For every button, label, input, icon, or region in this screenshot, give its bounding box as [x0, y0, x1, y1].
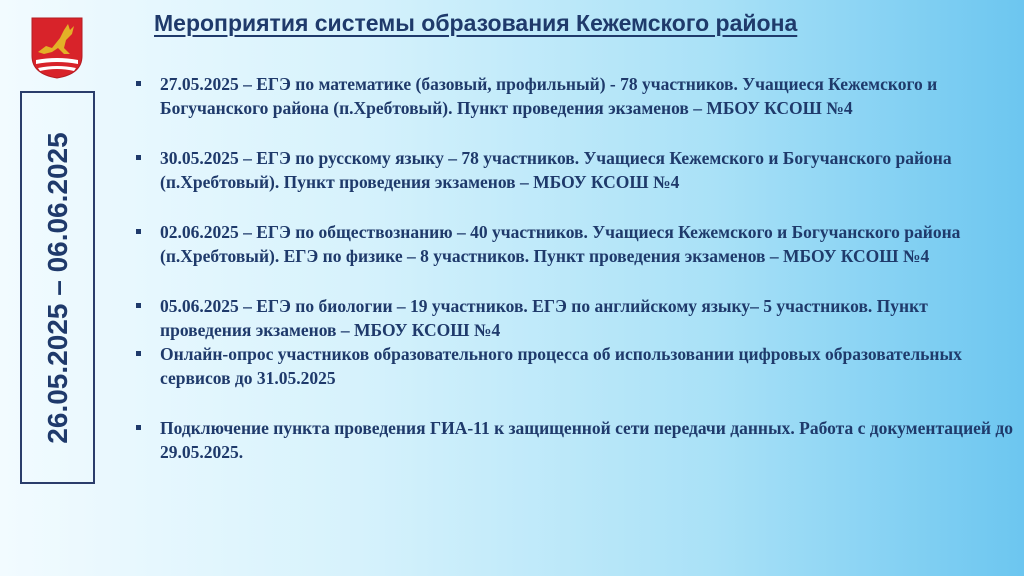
list-item: [136, 146, 1016, 194]
bullet-icon: [136, 155, 141, 160]
date-range-box: [20, 91, 95, 484]
list-item: [136, 294, 1016, 342]
bullet-icon: [136, 303, 141, 308]
bullet-icon: [136, 425, 141, 430]
bullet-icon: [136, 81, 141, 86]
list-item-text: Онлайн-опрос участников образовательного процесса об использовании цифровых образовательных сервисов до 31.05.2025: [160, 344, 962, 388]
list-item-text: 27.05.2025 – ЕГЭ по математике (базовый, профильный) - 78 участников. Учащиеся Кежемского и Богучанского района (п.Хребтовый). Пункт проведения экзаменов – МБОУ КСОШ №4: [160, 74, 938, 118]
events-list: [136, 72, 1016, 464]
list-item-text: Подключение пункта проведения ГИА-11 к защищенной сети передачи данных. Работа с документацией до 29.05.2025.: [160, 418, 1013, 462]
list-item: [136, 220, 1016, 268]
list-item: [136, 416, 1016, 464]
list-item: [136, 342, 1016, 390]
date-range-label: 26.05.2025 – 06.06.2025: [41, 131, 73, 444]
list-item-text: 05.06.2025 – ЕГЭ по биологии – 19 участников. ЕГЭ по английскому языку– 5 участников. Пункт проведения экзаменов – МБОУ КСОШ №4: [160, 296, 928, 340]
list-item: [136, 72, 1016, 120]
list-item-text: 02.06.2025 – ЕГЭ по обществознанию – 40 участников. Учащиеся Кежемского и Богучанского района (п.Хребтовый). ЕГЭ по физике – 8 участников. Пункт проведения экзаменов – МБОУ КСОШ №4: [160, 222, 961, 266]
coat-of-arms-icon: [30, 16, 84, 80]
page-title: Мероприятия системы образования Кежемского района: [154, 10, 798, 36]
bullet-icon: [136, 229, 141, 234]
list-item-text: 30.05.2025 – ЕГЭ по русскому языку – 78 участников. Учащиеся Кежемского и Богучанского района (п.Хребтовый). Пункт проведения экзаменов – МБОУ КСОШ №4: [160, 148, 952, 192]
bullet-icon: [136, 351, 141, 356]
